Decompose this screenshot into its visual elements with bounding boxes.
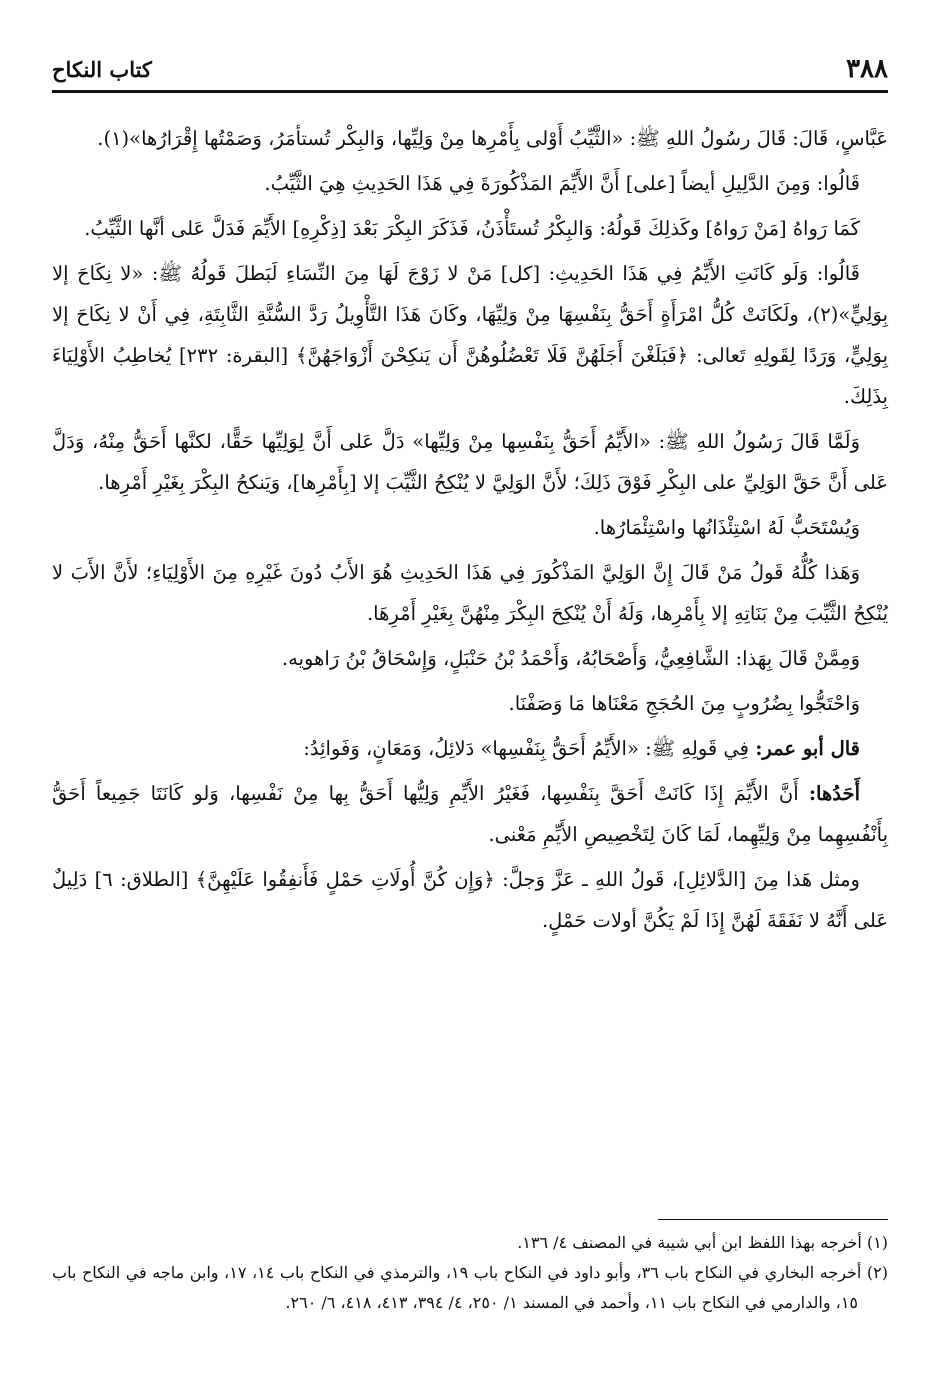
paragraph-text: فِي قَولِهِ ﷺ: «الأَيِّمُ أَحَقُّ بِنَفْسِها» دَلائِلُ، وَمَعَانٍ، وَفَوائِدُ: <box>303 737 749 760</box>
paragraph <box>52 638 888 679</box>
page-number: ٣٨٨ <box>846 54 888 84</box>
paragraph-text: وَلَمَّا قَالَ رَسُولُ اللهِ ﷺ: «الأَيِّمُ أَحَقُّ بِنَفْسِها مِنْ وَلِيِّها» دَلَّ عَلى أَنَّ لِوَلِيِّها حَقًّا، لكنَّها أَحَقُّ مِنْهُ، وَدَلَّ عَلى أَنَّ حَقَّ الوَلِيِّ على البِكْرِ فَوْقَ ذَلِكَ؛ لأَنَّ الوَلِيَّ لا يُنْكِحُ الثَّيِّبَ إلا [بِأَمْرِها]، وَيَنكحُ البِكْرَ بِغَيْرِ أَمْرِها. <box>52 430 888 494</box>
paragraph-text: وَيُسْتَحَبُّ لَهُ اسْتِئْذَانُها واسْتِئْمَارُها. <box>593 516 860 539</box>
paragraph <box>52 208 888 249</box>
paragraph <box>52 683 888 724</box>
paragraph-text: وَهَذا كُلُّهُ قَولُ مَنْ قَالَ إِنَّ الوَلِيَّ المَذْكُورَ فِي هَذَا الحَدِيثِ هُوَ الأَبُ دُونَ غَيْرِهِ مِنَ الأَوْلِيَاءِ؛ لأَنَّ الأَبَ لا يُنْكِحُ الثَّيِّبَ مِنْ بَنَاتِهِ إلا بِأَمْرِها، وَلَهُ أَنْ يُنْكِحَ البِكْرَ مِنْهُنَّ بِغَيْرِ أَمْرِهَا. <box>52 561 888 625</box>
footnote: (٢) أخرجه البخاري في النكاح باب ٣٦، وأبو داود في النكاح باب ١٩، والترمذي في النكاح باب ١٤، ١٧، وابن ماجه في النكاح باب ١٥، والدارمي في النكاح باب ١١، وأحمد في المسند ١/ ٢٥٠، ٤/ ٣٩٤، ٤١٣، ٤١٨، ٦/ ٢٦٠. <box>52 1263 889 1312</box>
book-title: كتاب النكاح <box>52 56 152 82</box>
paragraph <box>52 728 888 769</box>
paragraph-text: كَمَا رَواهُ [مَنْ رَواهُ] وكَذلِكَ قَولُهُ: وَالبِكْرُ تُستَأْذَنُ، فَذَكَرَ البِكْرَ بَعْدَ [ذِكْرِهِ] الأَيِّمَ فَدَلَّ عَلى أنَّها الثَّيِّبُ. <box>84 217 860 240</box>
paragraph-text: أَنَّ الأَيِّمَ إِذَا كَانَتْ أَحَقَّ بِنَفْسِها، فَغَيْرُ الأَيِّمِ وَلِيُّها أَحَقُّ بِها مِنْ نَفْسِها، وَلو كَانَتَا جَمِيعاً أَحَقُّ بِأَنْفُسِهِما مِنْ وَلِيِّهِما، لَمَا كَانَ لِتَخْصِيصِ الأَيِّمِ مَعْنى. <box>52 782 888 846</box>
paragraph-text: وَاحْتَجُّوا بِضُرُوبٍ مِنَ الحُجَجِ مَعْنَاها مَا وَصَفْنَا. <box>508 692 860 715</box>
paragraph <box>52 163 888 204</box>
paragraph <box>52 552 888 634</box>
footnotes <box>52 1228 888 1318</box>
header-rule <box>52 90 888 93</box>
paragraph-text: قَالُوا: وَمِنَ الدَّلِيلِ أيضاً [على] أَنَّ الأَيِّمَ المَذْكُورَةَ فِي هَذَا الحَدِيثِ هِيَ الثَّيِّبُ. <box>264 172 860 195</box>
paragraph <box>52 859 888 941</box>
paragraph <box>52 421 888 503</box>
paragraph-text: عَبَّاسٍ، قَالَ: قَالَ رسُولُ اللهِ ﷺ: «الثَّيِّبُ أَوْلى بِأَمْرِها مِنْ وَلِيِّها، وَالبِكْر تُستأمَرُ، وَصَمْتُها إِقْرَارُها»(١). <box>97 127 888 150</box>
footnote: (١) أخرجه بهذا اللفظ ابن أبي شيبة في المصنف ٤/ ١٣٦. <box>517 1233 888 1252</box>
paragraph-text: ومثل هَذا مِنَ [الدَّلائِلِ]، قَولُ اللهِ ـ عَزَّ وَجلَّ: ﴿وَإِن كُنَّ أُولَاتِ حَمْلٍ فَأَنفِقُوا عَلَيْهِنَّ﴾ [الطلاق: ٦] دَلِيلٌ عَلى أَنَّهُ لا نَفَقَةَ لَهُنَّ إِذَا لَمْ يَكُنَّ أولات حَمْلٍ. <box>52 868 888 932</box>
paragraph <box>52 773 888 855</box>
paragraph-lead: قال أبو عمر: <box>755 737 860 760</box>
paragraph <box>52 118 888 159</box>
paragraph-text: وَمِمَّنْ قَالَ بِهَذا: الشَّافِعِيُّ، وَأَصْحَابُهُ، وَأَحْمَدُ بْنُ حَنْبَلٍ، وَإِسْحَاقُ بْنُ رَاهويه. <box>281 647 860 670</box>
footnote-separator <box>658 1219 888 1220</box>
paragraph-text: قَالُوا: وَلَو كَانَتِ الأَيِّمُ فِي هَذَا الحَدِيثِ: [كل] مَنْ لا زَوْجَ لَهَا مِنَ النِّسَاءِ لَبَطلَ قَولُهُ ﷺ: «لا نِكَاحَ إلا بِوَلِيٍّ»(٢)، ولَكَانَتْ كُلُّ امْرَأَةٍ أَحَقُّ بِنَفْسِهَا مِنْ وَلِيِّهَا، وكَانَ هَذَا التَّأْوِيلُ رَدَّ السُّنَّةِ الثَّابِتَةِ، فِي أَنْ لا نِكَاحَ إلا بِوَلِيٍّ، وَرَدًا لِقَولِهِ تَعالى: ﴿فَبَلَغْنَ أَجَلَهُنَّ فَلَا تَعْضُلُوهُنَّ أَن يَنكِحْنَ أَزْوَاجَهُنَّ﴾ [البقرة: ٢٣٢] يُخاطِبُ الأَوْلِيَاءَ بِذَلِكَ. <box>52 262 888 408</box>
paragraph-lead: أَحَدُها: <box>808 782 860 805</box>
main-text <box>52 118 888 945</box>
page-header <box>52 50 888 88</box>
paragraph <box>52 507 888 548</box>
paragraph <box>52 253 888 417</box>
